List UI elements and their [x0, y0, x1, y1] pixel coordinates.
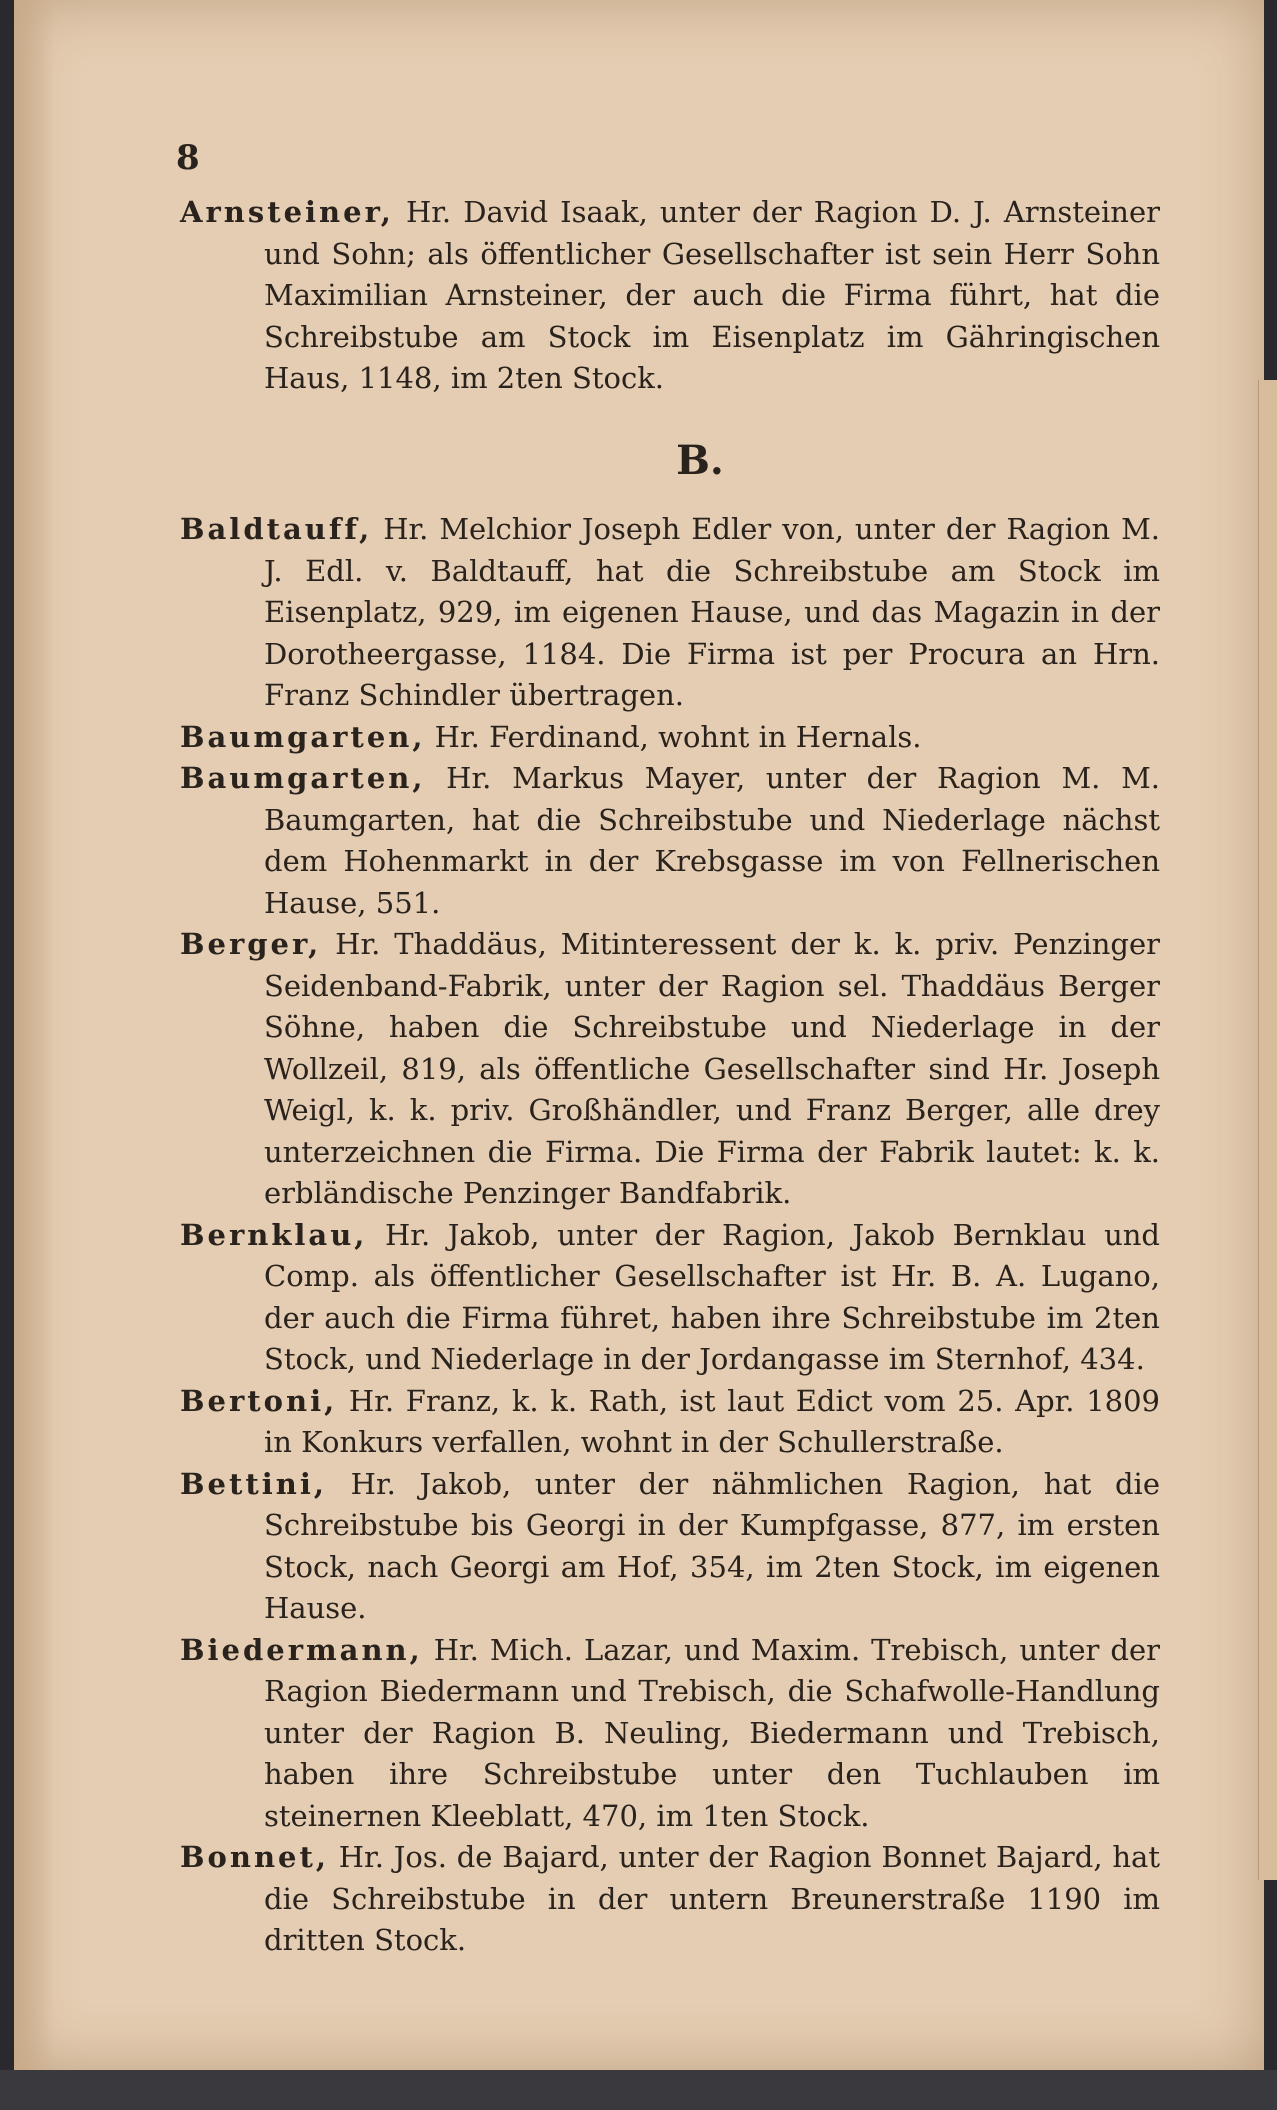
directory-text [180, 130, 1160, 1962]
entry-text: Hr. Melchior Joseph Edler von, unter der Ragion M. J. Edl. v. Baldtauff, hat die Schreibstube am Stock im Eisenplatz, 929, im eigenen Hause, und das Magazin in der Dorotheergasse, 1184. Die Firma ist per Procura an Hrn. Franz Schindler übertragen. [264, 512, 1160, 712]
entry-text: Hr. Ferdinand, wohnt in Hernals. [425, 719, 922, 754]
directory-entry [180, 1464, 1160, 1630]
directory-entry [180, 1381, 1160, 1464]
entry-text: Hr. Franz, k. k. Rath, ist laut Edict vom 25. Apr. 1809 in Konkurs verfallen, wohnt in der Schullerstraße. [264, 1383, 1160, 1459]
entry-surname: Bettini, [180, 1466, 327, 1501]
directory-entry [180, 924, 1160, 1215]
directory-entry [180, 1837, 1160, 1962]
entry-surname: Bonnet, [180, 1840, 329, 1874]
entry-text: Hr. Jakob, unter der Ragion, Jakob Bernklau und Comp. als öffentlicher Gesellschafter ist Hr. B. A. Lugano, der auch die Firma führet, haben ihre Schreibstube im 2ten Stock, und Niederlage in der Jordangasse im Sternhof, 434. [264, 1217, 1160, 1376]
scanner-background [0, 2070, 1277, 2110]
entry-text: Hr. David Isaak, unter der Ragion D. J. Arnsteiner und Sohn; als öffentlicher Gesellschafter ist sein Herr Sohn Maximilian Arnsteiner, der auch die Firma führt, hat die Schreibstube am Stock im Eisenplatz im Gähringischen Haus, 1148, im 2ten Stock. [264, 195, 1160, 395]
entry-text: Hr. Markus Mayer, unter der Ragion M. M. Baumgarten, hat die Schreibstube und Niederlage nächst dem Hohenmarkt in der Krebsgasse im von Fellnerischen Hause, 551. [264, 761, 1160, 920]
entry-surname: Baldtauff, [180, 512, 373, 546]
directory-entry [180, 192, 1160, 400]
directory-entry [180, 717, 1160, 759]
entry-text: Hr. Jakob, unter der nähmlichen Ragion, hat die Schreibstube bis Georgi in der Kumpfgasse, 877, im ersten Stock, nach Georgi am Hof, 354, im 2ten Stock, im eigenen Hause. [264, 1466, 1160, 1625]
entry-surname: Bertoni, [180, 1383, 338, 1418]
section-heading: B. [676, 436, 724, 484]
directory-entry [180, 758, 1160, 924]
entry-surname: Arnsteiner, [180, 195, 394, 229]
entry-surname: Berger, [180, 927, 322, 961]
entry-surname: Baumgarten, [180, 761, 426, 795]
page-gutter-shadow [14, 0, 54, 2070]
page-edge [1258, 380, 1277, 1880]
entry-surname: Biedermann, [180, 1632, 423, 1667]
directory-entry [180, 1215, 1160, 1381]
entry-text: Hr. Jos. de Bajard, unter der Ragion Bonnet Bajard, hat die Schreibstube in der untern Breunerstraße 1190 im dritten Stock. [264, 1840, 1160, 1957]
page-number: 8 [176, 138, 200, 178]
entry-text: Hr. Mich. Lazar, und Maxim. Trebisch, unter der Ragion Biedermann und Trebisch, die Schafwolle-Handlung unter der Ragion B. Neuling, Biedermann und Trebisch, haben ihre Schreibstube unter den Tuchlauben im steinernen Kleeblatt, 470, im 1ten Stock. [264, 1632, 1160, 1833]
entry-surname: Bernklau, [180, 1217, 368, 1252]
directory-entry [180, 509, 1160, 717]
entry-text: Hr. Thaddäus, Mitinteressent der k. k. priv. Penzinger Seidenband-Fabrik, unter der Ragion sel. Thaddäus Berger Söhne, haben die Schreibstube und Niederlage in der Wollzeil, 819, als öffentliche Gesellschafter sind Hr. Joseph Weigl, k. k. priv. Großhändler, und Franz Berger, alle drey unterzeichnen die Firma. Die Firma der Fabrik lautet: k. k. erbländische Penzinger Bandfabrik. [264, 927, 1160, 1210]
entry-surname: Baumgarten, [180, 719, 426, 754]
directory-entry [180, 1630, 1160, 1838]
